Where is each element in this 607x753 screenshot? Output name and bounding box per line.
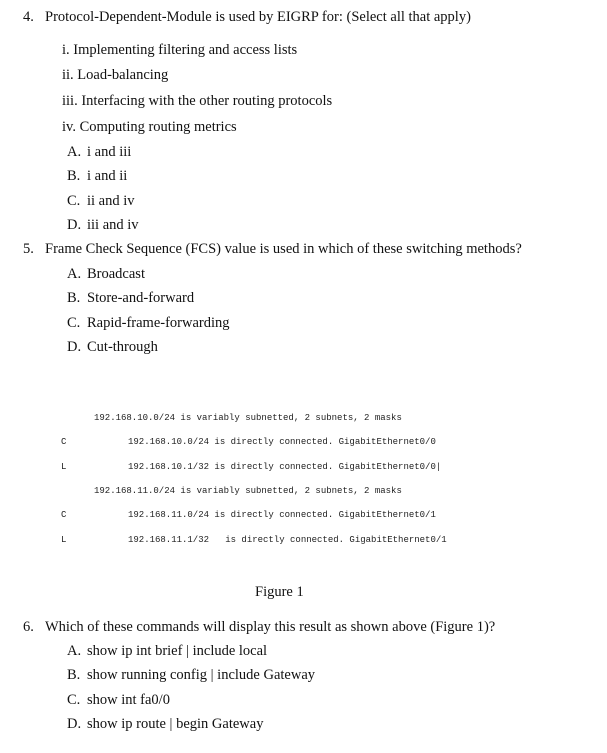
option-text: show ip route | begin Gateway <box>87 716 264 732</box>
option-letter: D. <box>67 716 82 732</box>
figure-line-4 <box>94 487 402 496</box>
q5-option-d <box>67 340 158 355</box>
route-code: C <box>61 510 67 520</box>
question-text: Protocol-Dependent-Module is used by EIGRP for: (Select all that apply) <box>45 9 471 25</box>
q4-option-d <box>67 218 139 233</box>
question-number: 4. <box>23 9 34 25</box>
option-letter: A. <box>67 144 82 160</box>
figure-line-2 <box>61 438 66 447</box>
route-code: L <box>61 535 67 545</box>
question-number: 5. <box>23 241 34 257</box>
q5-option-a <box>67 267 145 282</box>
statement-iv: iv. Computing routing metrics <box>62 119 237 135</box>
option-text: i and ii <box>87 168 128 184</box>
figure-line-2-text: 192.168.10.0/24 is directly connected. GigabitEthernet0/0 <box>128 437 436 447</box>
q6-option-d <box>67 717 263 732</box>
figure-line-3-text: 192.168.10.1/32 is directly connected. GigabitEthernet0/0| <box>128 462 442 472</box>
q4-option-c <box>67 194 135 209</box>
q5-option-b <box>67 291 194 306</box>
statement-ii: ii. Load-balancing <box>62 67 169 83</box>
option-text: show running config | include Gateway <box>87 667 315 683</box>
option-text: Rapid-frame-forwarding <box>87 315 230 331</box>
route-code: L <box>61 462 67 472</box>
question-text: Which of these commands will display this result as shown above (Figure 1)? <box>45 619 496 635</box>
statement-iii: iii. Interfacing with the other routing protocols <box>62 93 333 109</box>
option-text: ii and iv <box>87 193 135 209</box>
figure-line-6 <box>61 536 66 545</box>
figure-line-3 <box>61 463 66 472</box>
option-letter: C. <box>67 315 81 331</box>
q6-option-c <box>67 693 170 708</box>
option-letter: A. <box>67 643 82 659</box>
option-text: Store-and-forward <box>87 290 195 306</box>
q5-option-c <box>67 316 230 331</box>
option-letter: C. <box>67 193 81 209</box>
statement-i: i. Implementing filtering and access lists <box>62 42 298 58</box>
option-letter: D. <box>67 217 82 233</box>
option-text: show int fa0/0 <box>87 692 170 708</box>
route-code: C <box>61 437 67 447</box>
figure-caption: Figure 1 <box>255 584 304 600</box>
route-text: 192.168.10.0/24 is variably subnetted, 2 subnets, 2 masks <box>94 413 402 423</box>
option-letter: C. <box>67 692 81 708</box>
option-letter: B. <box>67 290 81 306</box>
option-text: Cut-through <box>87 339 158 355</box>
q6-option-a <box>67 644 267 659</box>
question-text: Frame Check Sequence (FCS) value is used in which of these switching methods? <box>45 241 522 257</box>
figure-line-5-text: 192.168.11.0/24 is directly connected. GigabitEthernet0/1 <box>128 510 436 520</box>
option-letter: B. <box>67 667 81 683</box>
figure-line-1 <box>94 414 402 423</box>
option-text: i and iii <box>87 144 132 160</box>
option-letter: B. <box>67 168 81 184</box>
option-letter: D. <box>67 339 82 355</box>
q6-option-b <box>67 668 315 683</box>
question-5 <box>23 242 522 257</box>
figure-line-6-text: 192.168.11.1/32 is directly connected. GigabitEthernet0/1 <box>128 535 447 545</box>
option-text: iii and iv <box>87 217 139 233</box>
option-text: show ip int brief | include local <box>87 643 268 659</box>
q4-option-b <box>67 169 127 184</box>
route-text: 192.168.11.0/24 is variably subnetted, 2 subnets, 2 masks <box>94 486 402 496</box>
option-letter: A. <box>67 266 82 282</box>
figure-line-5 <box>61 511 66 520</box>
question-6 <box>23 620 495 635</box>
q4-option-a <box>67 145 131 160</box>
question-4 <box>23 10 471 25</box>
question-number: 6. <box>23 619 34 635</box>
option-text: Broadcast <box>87 266 145 282</box>
